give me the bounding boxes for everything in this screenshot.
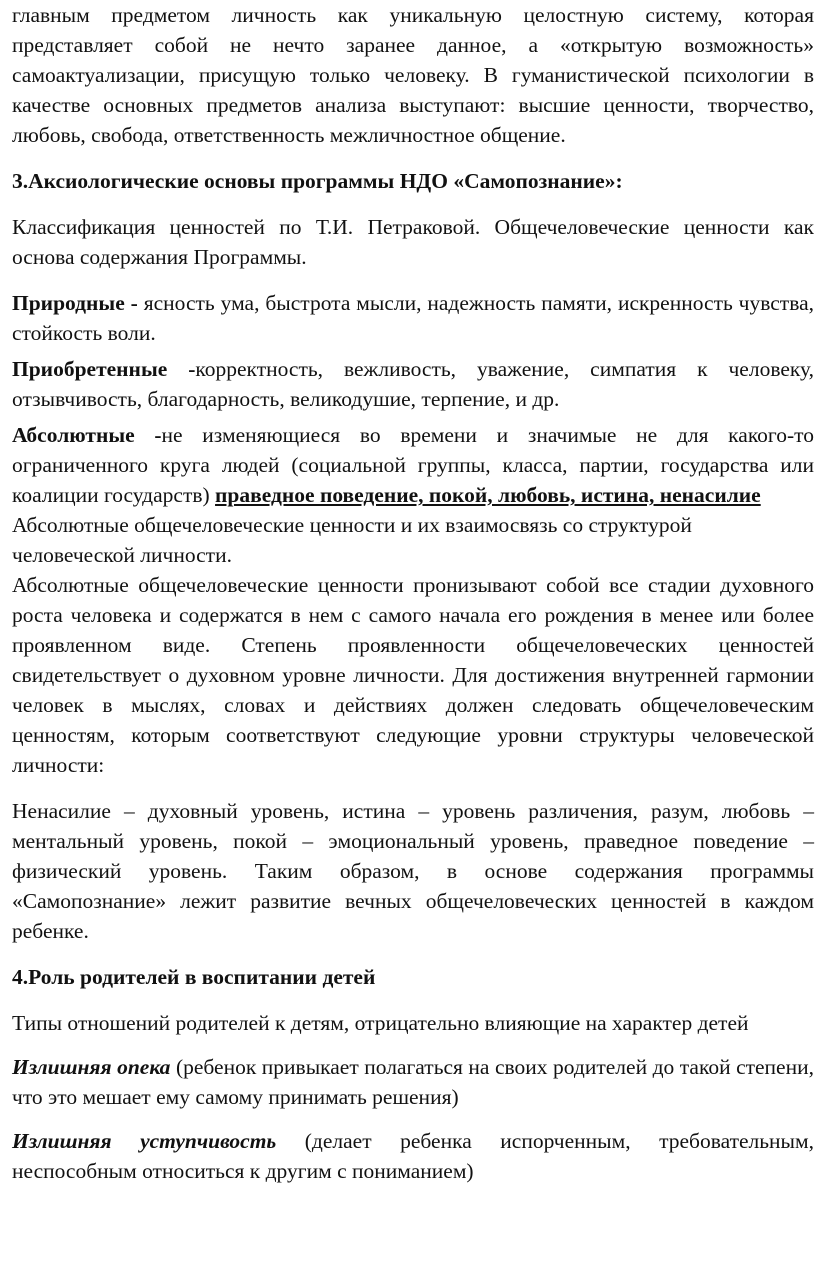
section-4-heading: 4.Роль родителей в воспитании детей	[12, 965, 376, 989]
intro-paragraph: главным предметом личность как уникальную целостную систему, которая представляет собой не нечто заранее данное, а «открытую возможность» самоактуализации, присущую только человеку. В гуманистической психологии в качестве основных предметов анализа выступают: высшие ценности, творчество, любовь, свобода, ответственность межличностное общение.	[12, 3, 814, 147]
absolute-values-term: Абсолютные -	[12, 423, 162, 447]
compliance-term: Излишняя уступчивость	[12, 1129, 277, 1153]
acquired-values-term: Приобретенные -	[12, 357, 196, 381]
compliance-paragraph	[12, 1126, 814, 1186]
document-page	[12, 0, 814, 1186]
acquired-values-paragraph	[12, 354, 814, 414]
acquired-values-text: корректность, вежливость, уважение, симпатия к человеку, отзывчивость, благодарность, великодушие, терпение, и др.	[12, 357, 814, 411]
natural-values-term: Природные -	[12, 291, 144, 315]
overprotection-paragraph	[12, 1052, 814, 1112]
types-intro-paragraph: Типы отношений родителей к детям, отрицательно влияющие на характер детей	[12, 1011, 749, 1035]
absolute-values-text: не изменяющиеся во времени и значимые не для какого-то ограниченного круга людей (социальной группы, класса, партии, государства или коалиции государств)	[12, 423, 814, 507]
natural-values-paragraph	[12, 288, 814, 348]
absolute-values-paragraph	[12, 420, 814, 510]
classification-paragraph: Классификация ценностей по Т.И. Петраковой. Общечеловеческие ценности как основа содержания Программы.	[12, 215, 814, 269]
section-3-heading: 3.Аксиологические основы программы НДО «Самопознание»:	[12, 169, 623, 193]
compliance-text: (делает ребенка испорченным, требовательным, неспособным относиться к другим с пониманием)	[12, 1129, 814, 1183]
overprotection-term: Излишняя опека	[12, 1055, 171, 1079]
levels-paragraph: Ненасилие – духовный уровень, истина – уровень различения, разум, любовь – ментальный уровень, покой – эмоциональный уровень, праведное поведение – физический уровень. Таким образом, в основе содержания программы «Самопознание» лежит развитие вечных общечеловеческих ценностей в каждом ребенке.	[12, 799, 814, 943]
overprotection-text: (ребенок привыкает полагаться на своих родителей до такой степени, что это мешает ему самому принимать решения)	[12, 1055, 814, 1109]
relation-title-paragraph: Абсолютные общечеловеческие ценности и их взаимосвязь со структурой человеческой личности.	[12, 513, 692, 567]
relation-text-paragraph: Абсолютные общечеловеческие ценности пронизывают собой все стадии духовного роста человека и содержатся в нем с самого начала его рождения в менее или более проявленном виде. Степень проявленности общечеловеческих ценностей свидетельствует о духовном уровне личности. Для достижения внутренней гармонии человек в мыслях, словах и действиях должен следовать общечеловеческим ценностям, которым соответствуют следующие уровни структуры человеческой личности:	[12, 573, 814, 777]
absolute-values-emphasis: праведное поведение, покой, любовь, истина, ненасилие	[215, 483, 761, 507]
natural-values-text: ясность ума, быстрота мысли, надежность памяти, искренность чувства, стойкость воли.	[12, 291, 814, 345]
